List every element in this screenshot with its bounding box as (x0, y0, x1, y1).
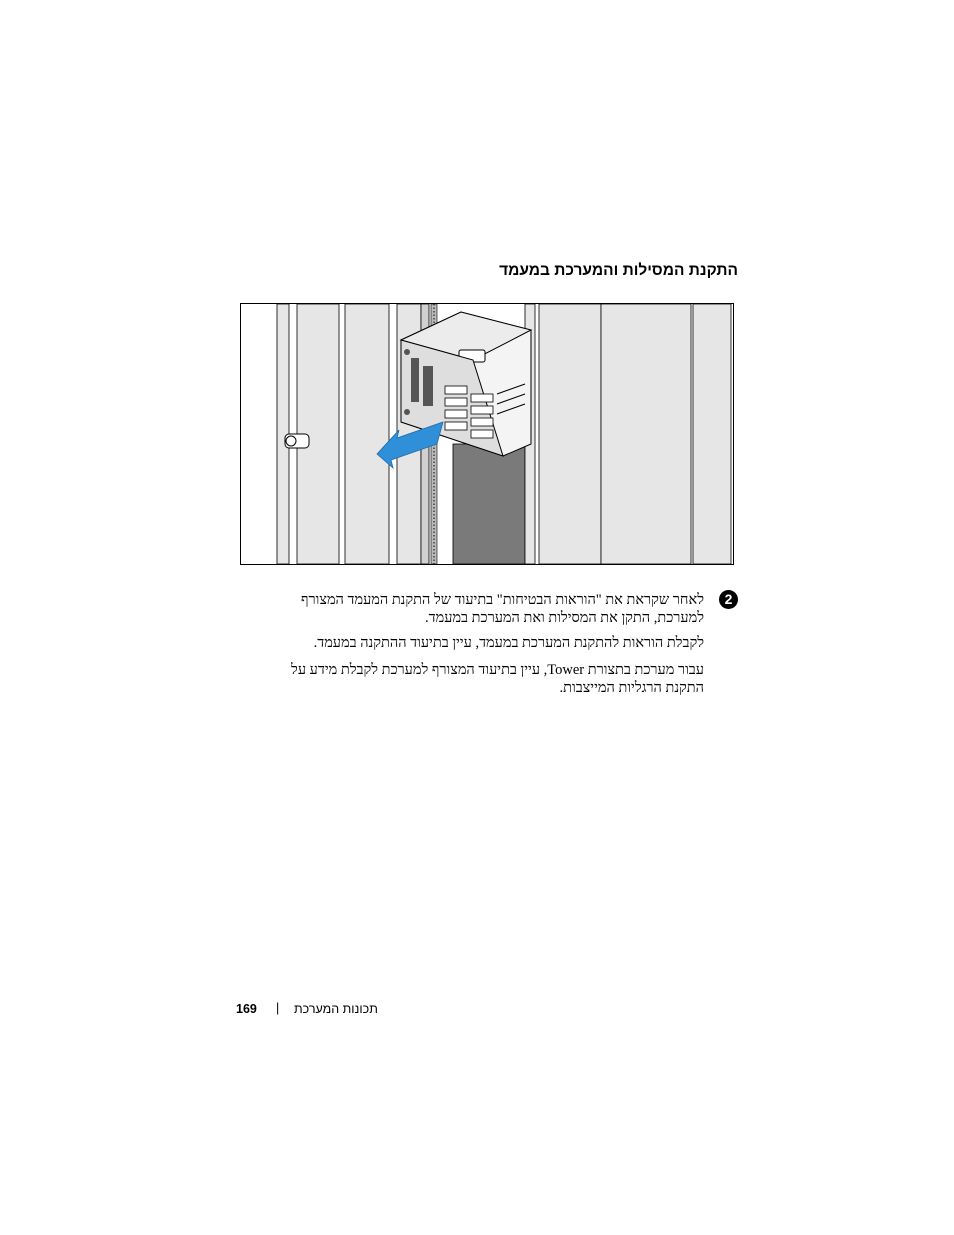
footer-separator: | (276, 1001, 280, 1015)
step-paragraph-1: לאחר שקראת את "הוראות הבטיחות" בתיעוד של התקנת המעמד המצורף למערכת, התקן את המסילות ואת המערכת במעמד. (301, 592, 704, 626)
page-number: 169 (236, 1002, 257, 1016)
footer-section-name: תכונות המערכת (294, 1002, 378, 1016)
section-heading: התקנת המסילות והמערכת במעמד (499, 262, 738, 279)
rack-drawing (241, 304, 733, 564)
door-handle (285, 434, 309, 448)
step-number-badge: 2 (719, 590, 738, 609)
step-paragraph-3: עבור מערכת בתצורת Tower, עיין בתיעוד המצורף למערכת לקבלת מידע על התקנת הרגליות המייצבות. (291, 662, 704, 696)
page-footer (236, 1002, 396, 1020)
rack-installation-illustration (240, 303, 734, 565)
step-paragraph-2: לקבלת הוראות להתקנת המערכת במעמד, עיין בתיעוד ההתקנה במעמד. (313, 635, 704, 651)
